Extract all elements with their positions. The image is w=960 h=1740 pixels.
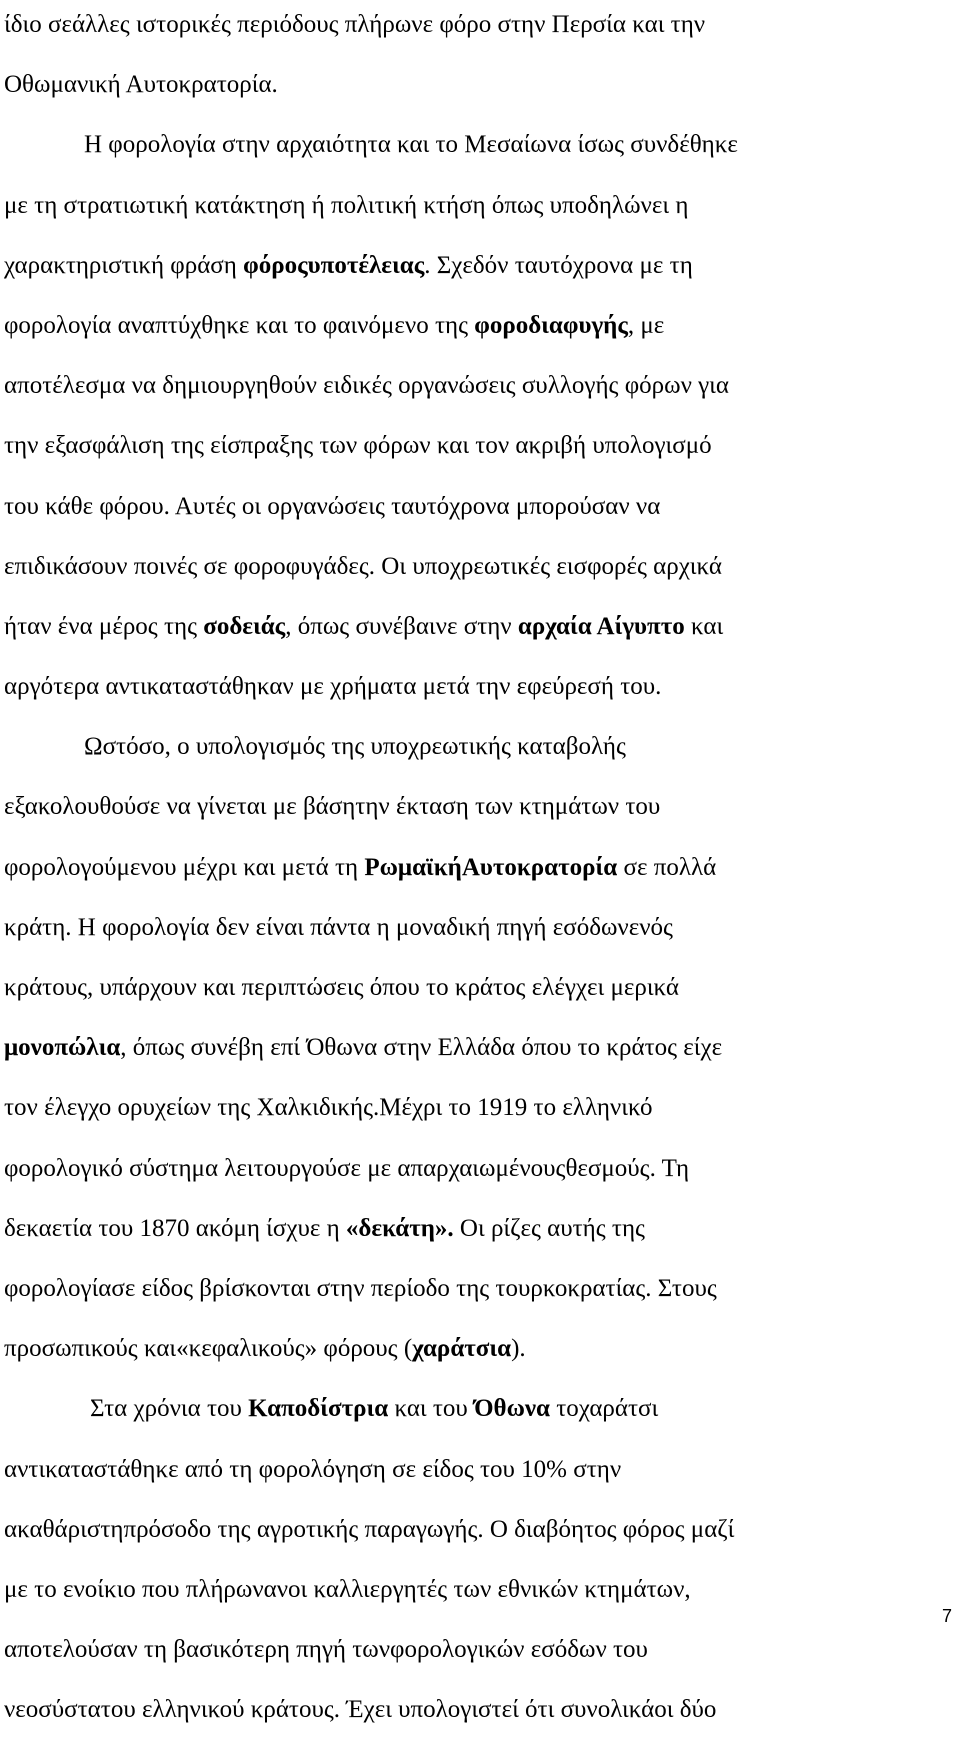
text-run: Στα χρόνια του (90, 1395, 249, 1423)
text-line (4, 1620, 934, 1680)
text-line (4, 55, 934, 115)
text-line (4, 1259, 934, 1319)
text-run: Ωστόσο, ο υπολογισμός της υποχρεωτικής καταβολής (84, 733, 626, 761)
text-run: με το ενοίκιο που πλήρωνανοι καλλιεργητές των εθνικών κτημάτων, (4, 1575, 691, 1603)
text-line (4, 597, 934, 657)
text-line (4, 777, 934, 837)
text-line (4, 1018, 934, 1078)
text-run: τοχαράτσι (549, 1395, 659, 1423)
text-run: του κάθε φόρου. Αυτές οι οργανώσεις ταυτόχρονα μπορούσαν να (4, 492, 661, 520)
text-line (4, 1319, 934, 1379)
text-run: επιδικάσουν ποινές σε φοροφυγάδες. Οι υποχρεωτικές εισφορές αρχικά (4, 552, 722, 580)
text-line (4, 958, 934, 1018)
text-line (4, 1078, 934, 1138)
text-line (4, 1440, 934, 1500)
text-line (4, 1560, 934, 1620)
text-run: φορολογικό σύστημα λειτουργούσε με απαρχαιωμένουςθεσμούς. Τη (4, 1154, 690, 1182)
bold-term: φόροςυποτέλειας (243, 251, 425, 279)
text-line (4, 1680, 934, 1740)
text-run: κράτη. Η φορολογία δεν είναι πάντα η μοναδική πηγή εσόδωνενός (4, 913, 673, 941)
text-line (4, 1199, 934, 1259)
text-run: , όπως συνέβη επί Όθωνα στην Ελλάδα όπου το κράτος είχε (120, 1034, 723, 1062)
bold-term: φοροδιαφυγής (474, 311, 628, 339)
text-line (4, 416, 934, 476)
text-line (4, 537, 934, 597)
bold-term: σοδειάς (203, 612, 286, 640)
text-line (4, 1379, 934, 1439)
text-run: ακαθάριστηπρόσοδο της αγροτικής παραγωγής. Ο διαβόητος φόρος μαζί (4, 1515, 735, 1543)
bold-term: ΡωμαϊκήΑυτοκρατορία (364, 853, 618, 881)
text-run: και (684, 612, 724, 640)
text-line (4, 356, 934, 416)
text-run: κράτους, υπάρχουν και περιπτώσεις όπου το κράτος ελέγχει μερικά (4, 974, 680, 1001)
bold-term: Καποδίστρια (248, 1395, 389, 1423)
text-run: την εξασφάλιση της είσπραξης των φόρων και τον ακριβή υπολογισμό (4, 432, 712, 460)
bold-term: αρχαία Αίγυπτο (517, 612, 685, 640)
text-run: αποτελούσαν τη βασικότερη πηγή τωνφορολογικών εσόδων του (4, 1636, 648, 1664)
text-run: προσωπικούς και«κεφαλικούς» φόρους ( (4, 1335, 413, 1363)
text-run: φορολογίασε είδος βρίσκονται στην περίοδο της τουρκοκρατίας. Στους (4, 1274, 717, 1302)
text-run: φορολογούμενου μέχρι και μετά τη (4, 853, 365, 881)
text-run: . Σχεδόν ταυτόχρονα με τη (424, 251, 693, 279)
text-run: τον έλεγχο ορυχείων της Χαλκιδικής.Μέχρι το 1919 το ελληνικό (4, 1094, 653, 1122)
text-line (4, 115, 934, 175)
text-run: χαρακτηριστική φράση (4, 251, 244, 279)
text-line (4, 898, 934, 958)
text-run: σε πολλά (617, 853, 717, 881)
text-run: νεοσύστατου ελληνικού κράτους. Έχει υπολογιστεί ότι συνολικάοι δύο (4, 1696, 717, 1724)
bold-term: «δεκάτη». (345, 1214, 454, 1242)
text-line (4, 1139, 934, 1199)
text-run: αντικαταστάθηκε από τη φορολόγηση σε είδος του 10% στην (4, 1455, 622, 1483)
text-run: ίδιο σεάλλες ιστορικές περιόδους πλήρωνε φόρο στην Περσία και την (4, 11, 706, 38)
text-run: εξακολουθούσε να γίνεται με βάσητην έκταση των κτημάτων του (4, 793, 661, 821)
bold-term: χαράτσια (412, 1335, 512, 1363)
text-line (4, 657, 934, 717)
text-run: ήταν ένα μέρος της (4, 612, 204, 640)
text-line (4, 1500, 934, 1560)
text-line (4, 838, 934, 898)
text-run: δεκαετία του 1870 ακόμη ίσχυε η (4, 1214, 346, 1242)
bold-term: μονοπώλια (4, 1034, 121, 1062)
text-run: , με (627, 311, 665, 339)
text-run: Οθωμανική Αυτοκρατορία. (4, 71, 278, 99)
text-run: Η φορολογία στην αρχαιότητα και το Μεσαίωνα ίσως συνδέθηκε (84, 131, 738, 159)
page-number: 7 (941, 1606, 952, 1626)
text-line (4, 0, 934, 55)
body-text (4, 0, 934, 1740)
text-run: με τη στρατιωτική κατάκτηση ή πολιτική κτήση όπως υποδηλώνει η (4, 191, 689, 219)
text-line (4, 236, 934, 296)
text-run: φορολογία αναπτύχθηκε και το φαινόμενο της (4, 311, 475, 339)
bold-term: Όθωνα (474, 1395, 550, 1423)
text-run: Οι ρίζες αυτής της (453, 1214, 645, 1242)
text-line (4, 477, 934, 537)
text-line (4, 717, 934, 777)
text-line (4, 176, 934, 236)
text-line (4, 296, 934, 356)
text-run: , όπως συνέβαινε στην (285, 612, 518, 640)
text-run: αποτέλεσμα να δημιουργηθούν ειδικές οργανώσεις συλλογής φόρων για (4, 372, 729, 400)
text-run: αργότερα αντικαταστάθηκαν με χρήματα μετά την εφεύρεσή του. (4, 673, 662, 701)
text-run: ). (511, 1335, 526, 1363)
text-run: και του (388, 1395, 475, 1423)
